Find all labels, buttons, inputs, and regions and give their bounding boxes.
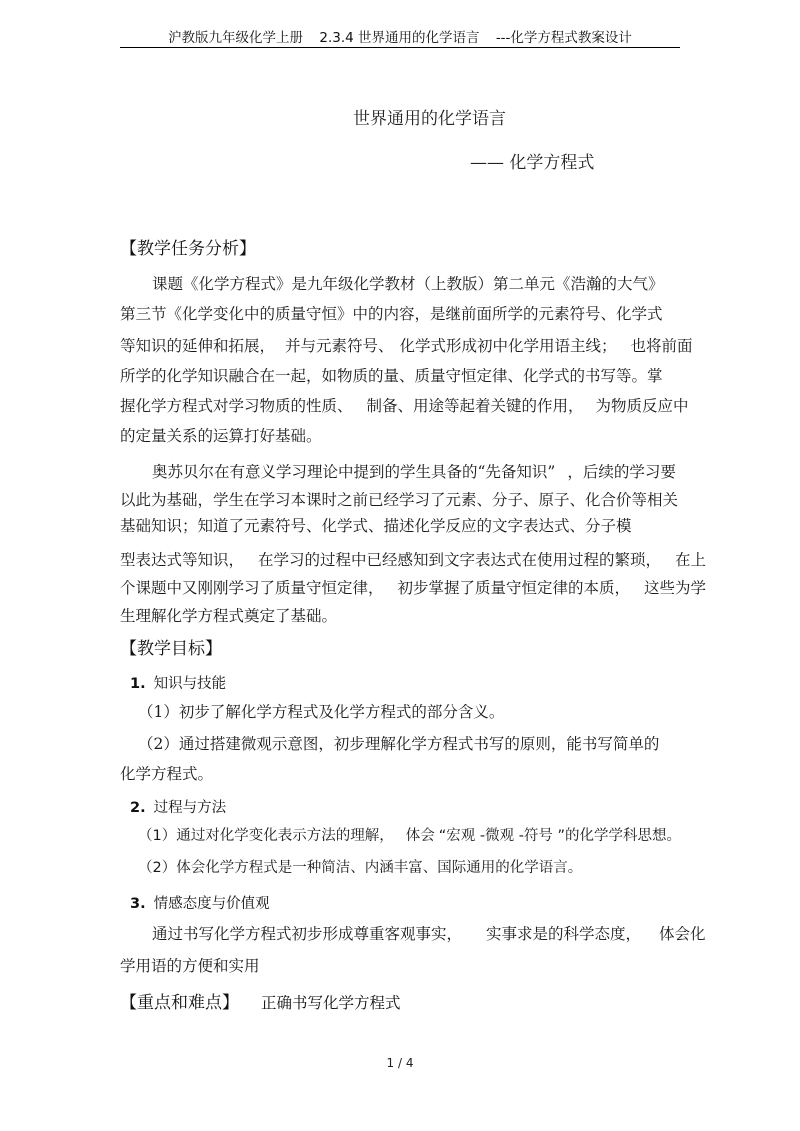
analysis-p2-line4-a: 型表达式等知识， — [120, 551, 245, 569]
analysis-p2-line5-a: 个课题中又刚刚学习了质量守恒定律， — [120, 579, 384, 597]
analysis-p1-line3 — [120, 334, 693, 356]
analysis-p2-line4-b: 在学习的过程中已经感知到文字表达式在使用过程的繁琐， — [258, 551, 662, 569]
analysis-p2-line1 — [152, 460, 676, 482]
section-heading-analysis: 【教学任务分析】 — [120, 239, 256, 259]
objective-knowledge-2b: 化学方程式。 — [120, 765, 214, 783]
section-heading-objectives: 【教学目标】 — [120, 639, 222, 659]
objective-knowledge-number: 1. — [130, 676, 146, 692]
analysis-p2-line5-b: 初步掌握了质量守恒定律的本质， — [397, 579, 631, 597]
objective-process-2: （2）体会化学方程式是一种简洁、内涵丰富、国际通用的化学语言。 — [138, 860, 583, 876]
objective-emotion-number: 3. — [130, 896, 146, 912]
page-title: 世界通用的化学语言 — [353, 109, 506, 129]
objective-emotion-1-b: 实事求是的科学态度， — [486, 925, 642, 943]
objective-emotion-2: 学用语的方便和实用 — [120, 957, 260, 975]
objective-process-number: 2. — [130, 800, 146, 816]
objective-emotion-1-c: 体会化 — [659, 925, 706, 943]
objective-knowledge-title: 知识与技能 — [153, 676, 227, 692]
analysis-p1-line3-d: 也将前面 — [630, 337, 693, 355]
objective-emotion-heading — [130, 892, 270, 913]
analysis-p1-line1: 课题《化学方程式》是九年级化学教材（上教版）第二单元《浩瀚的大气》 — [152, 275, 664, 293]
objective-knowledge-1: （1）初步了解化学方程式及化学方程式的部分含义。 — [138, 703, 505, 721]
objective-process-1-a: （1）通过对化学变化表示方法的理解， — [138, 828, 394, 844]
analysis-p2-line1-b: ，后续的学习要 — [567, 463, 676, 481]
page-number: 1 / 4 — [386, 1056, 414, 1070]
analysis-p2-line2: 以此为基础，学生在学习本课时之前已经学习了元素、分子、原子、化合价等相关 — [120, 491, 679, 509]
analysis-p1-line5-a: 握化学方程式对学习物质的性质、 — [120, 397, 353, 415]
objective-process-1 — [138, 824, 681, 845]
objective-emotion-1 — [152, 922, 706, 944]
analysis-p1-line5-b: 制备、用途等起着关键的作用， — [366, 397, 584, 415]
analysis-p2-line5 — [120, 576, 706, 598]
running-header — [0, 26, 800, 46]
analysis-p2-line6: 生理解化学方程式奠定了基础。 — [120, 607, 338, 625]
header-book: 沪教版九年级化学上册 — [168, 30, 304, 46]
header-section: 2.3.4 世界通用的化学语言 — [319, 30, 480, 46]
analysis-p1-line6: 的定量关系的运算打好基础。 — [120, 427, 322, 445]
analysis-p1-line4: 所学的化学知识融合在一起，如物质的量、质量守恒定律、化学式的书写等。掌 — [120, 367, 663, 385]
header-rule — [120, 47, 680, 48]
analysis-p1-line2: 第三节《化学变化中的质量守恒》中的内容，是继前面所学的元素符号、化学式 — [120, 305, 663, 323]
objective-process-1-b: 体会 — [405, 828, 435, 844]
analysis-p1-line3-b: 并与元素符号、 — [285, 337, 394, 355]
objective-knowledge-heading — [130, 672, 226, 693]
analysis-p1-line5-c: 为物质反应中 — [595, 397, 689, 415]
analysis-p2-line3: 基础知识；知道了元素符号、化学式、描述化学反应的文字表达式、分子模 — [120, 517, 632, 535]
objective-emotion-1-a: 通过书写化学方程式初步形成尊重客观事实， — [152, 925, 463, 943]
objective-process-1-c: “宏观 -微观 -符号 ”的化学学科思想。 — [438, 828, 682, 844]
analysis-p2-line1-a: 奥苏贝尔在有意义学习理论中提到的学生具备的“先备知识” — [152, 463, 556, 481]
analysis-p1-line3-c: 化学式形成初中化学用语主线； — [399, 337, 617, 355]
analysis-p1-line3-a: 等知识的延伸和拓展， — [120, 337, 276, 355]
objective-process-heading — [130, 796, 226, 817]
header-topic: ---化学方程式教案设计 — [495, 30, 632, 46]
keypoints-text: 正确书写化学方程式 — [261, 994, 401, 1012]
objective-knowledge-2a: （2）通过搭建微观示意图，初步理解化学方程式书写的原则，能书写简单的 — [138, 735, 660, 753]
analysis-p2-line5-c: 这些为学 — [644, 579, 707, 597]
analysis-p1-line5 — [120, 394, 689, 416]
objective-process-title: 过程与方法 — [153, 800, 227, 816]
objective-emotion-title: 情感态度与价值观 — [153, 896, 270, 912]
analysis-p2-line4-c: 在上 — [675, 551, 707, 569]
keypoints-heading: 【重点和难点】 — [120, 993, 239, 1013]
section-heading-keypoints — [120, 988, 401, 1013]
analysis-p2-line4 — [120, 548, 706, 570]
page-subtitle: —— 化学方程式 — [470, 153, 595, 173]
